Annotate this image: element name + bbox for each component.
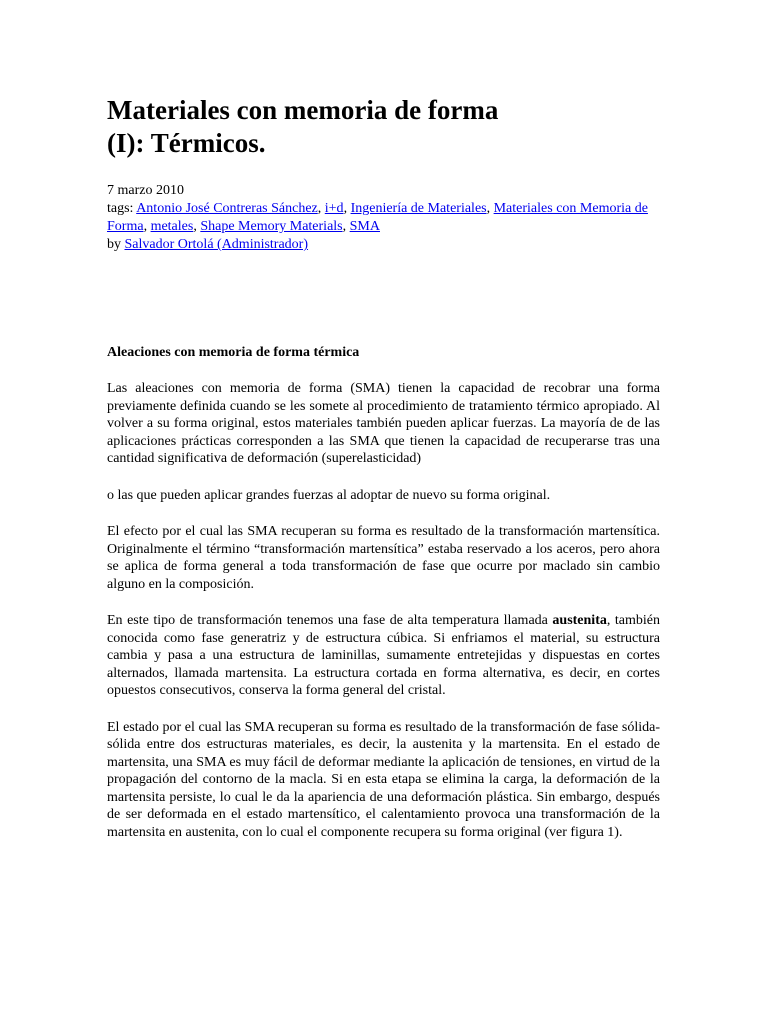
paragraph-text: En este tipo de transformación tenemos una fase de alta temperatura llamada xyxy=(107,613,553,628)
by-label: by xyxy=(107,237,121,252)
title-line-2: (I): Térmicos. xyxy=(107,128,266,158)
tag-link[interactable]: Materiales con Memoria de Forma xyxy=(107,201,648,234)
bold-term: austenita xyxy=(552,613,607,628)
article xyxy=(107,94,660,841)
tag-link[interactable]: SMA xyxy=(349,219,380,234)
tag-link[interactable]: Antonio José Contreras Sánchez xyxy=(136,201,318,216)
tag-link[interactable]: i+d xyxy=(324,201,344,216)
post-date: 7 marzo 2010 xyxy=(107,183,184,198)
tags-label: tags: xyxy=(107,201,134,216)
tag-link[interactable]: Ingeniería de Materiales xyxy=(350,201,487,216)
title-line-1: Materiales con memoria de forma xyxy=(107,95,499,125)
paragraph-text: , también conocida como fase generatriz y de estructura cúbica. Si enfriamos el material, su estructura cambia y pasa a una estructura de laminillas, sumamente entretejidas y dispuestas en cortes alternados, llamada martensita. La estructura cortada en forma alternativa, es decir, en cortes opuestos consecutivos, conserva la forma general del cristal. xyxy=(107,613,660,698)
article-meta xyxy=(107,182,660,254)
page-title xyxy=(107,94,660,160)
tags-line: tags: Antonio José Contreras Sánchez, i+d, Ingeniería de Materiales, Materiales con Memoria de Forma, metales, Shape Memory Materials, SMA xyxy=(107,201,648,234)
paragraph: El efecto por el cual las SMA recuperan su forma es resultado de la transformación martensítica. Originalmente el término “transformación martensítica” estaba reservado a los aceros, pero ahora se aplica de forma general a toda transformación de fase que ocurre por maclado sin cambio alguno en la composición. xyxy=(107,524,660,592)
paragraph: o las que pueden aplicar grandes fuerzas al adoptar de nuevo su forma original. xyxy=(107,487,551,503)
tag-link[interactable]: Shape Memory Materials xyxy=(200,219,343,234)
section-heading: Aleaciones con memoria de forma térmica xyxy=(107,345,360,360)
paragraph: El estado por el cual las SMA recuperan su forma es resultado de la transformación de fase sólida-sólida entre dos estructuras materiales, es decir, la austenita y la martensita. En el estado de martensita, una SMA es muy fácil de deformar mediante la aplicación de tensiones, en virtud de la propagación del contorno de la macla. Si en esta etapa se elimina la carga, la deformación de la martensita persiste, lo cual le da la apariencia de una deformación plástica. Sin embargo, después de ser deformada en el estado martensítico, el calentamiento provoca una transformación de la martensita en austenita, con lo cual el componente recupera su forma original (ver figura 1). xyxy=(107,719,660,840)
tag-link[interactable]: metales xyxy=(150,219,194,234)
byline xyxy=(107,236,660,254)
paragraph xyxy=(107,612,660,700)
author-link[interactable]: Salvador Ortolá (Administrador) xyxy=(124,237,309,252)
paragraph: Las aleaciones con memoria de forma (SMA) tienen la capacidad de recobrar una forma previamente definida cuando se les somete al procedimiento de tratamiento térmico apropiado. Al volver a su forma original, estos materiales también pueden aplicar fuerzas. La mayoría de de las aplicaciones prácticas corresponden a las SMA que tienen la capacidad de recuperarse tras una cantidad significativa de deformación (superelasticidad) xyxy=(107,381,660,466)
